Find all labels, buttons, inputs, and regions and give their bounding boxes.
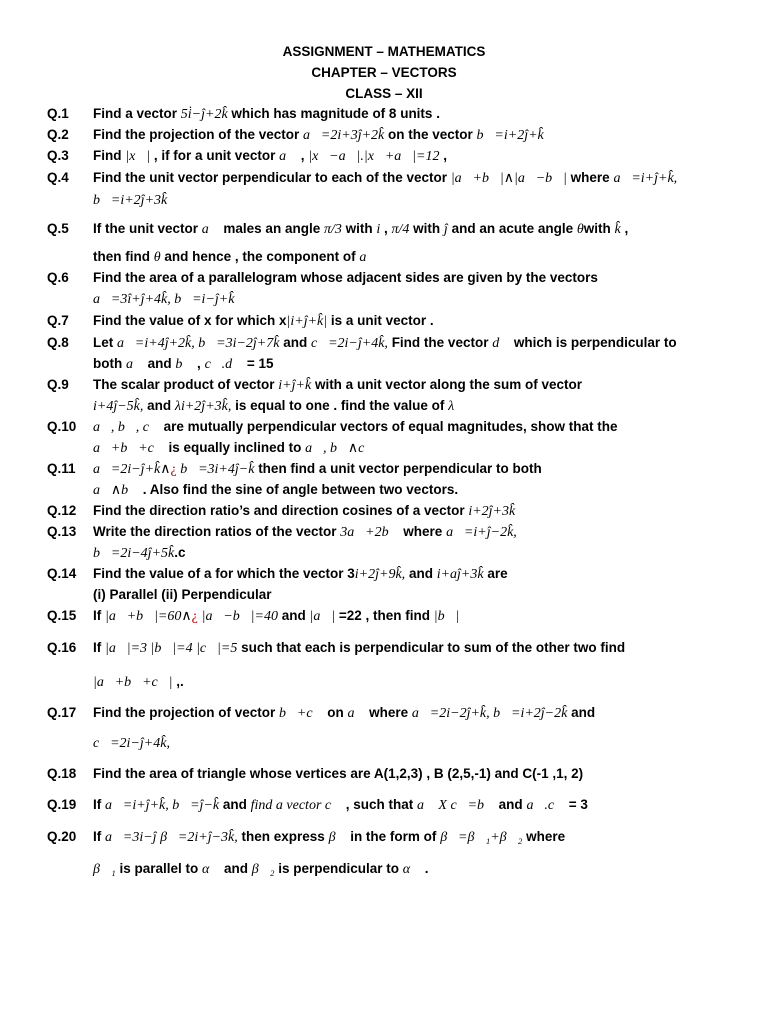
question-text-line: [93, 566, 508, 583]
question-text: Find the unit vector perpendicular to each of the vector: [93, 170, 451, 185]
question-text: If: [93, 608, 105, 623]
question-text: males an angle: [219, 221, 324, 236]
math-expression: b⃗=i+2ĵ+3k̂: [93, 193, 168, 208]
question-text: Find the vector: [387, 335, 493, 350]
math-expression: |a⃗|: [309, 609, 336, 624]
question-text: Find the area of triangle whose vertices are A(1,2,3) , B (2,5,-1) and C(-1 ,1, 2): [93, 766, 584, 781]
question-text-line: [93, 170, 677, 187]
question-text: both: [93, 356, 126, 371]
question-text-line: [93, 313, 434, 330]
math-expression: i: [376, 222, 381, 237]
math-expression: i+ĵ+k̂: [278, 378, 312, 393]
question-number: Q.6: [47, 270, 69, 285]
question-text: and: [567, 705, 596, 720]
question-text: in the form of: [346, 829, 441, 844]
math-expression: θ: [576, 222, 584, 237]
question-text: is parallel to: [115, 861, 203, 876]
question-number: Q.3: [47, 148, 69, 163]
question-number: Q.17: [47, 705, 77, 720]
question-text-line: [93, 461, 542, 478]
question-text: If: [93, 640, 105, 655]
question-text: . Also find the sine of angle between two vectors.: [139, 482, 459, 497]
math-expression: a⃗+b⃗+c⃗: [93, 441, 165, 456]
math-expression: a⃗: [347, 706, 366, 721]
math-expression: a⃗.c⃗: [526, 798, 565, 813]
question-number: Q.11: [47, 461, 76, 476]
math-expression: |a⃗−b⃗|=40: [201, 609, 278, 624]
question-text: Find: [93, 148, 126, 163]
question-text: where: [566, 170, 614, 185]
question-number: Q.4: [47, 170, 69, 185]
question-text-line: [93, 148, 447, 165]
question-text: are mutually perpendicular vectors of equal magnitudes, show that the: [159, 419, 618, 434]
question-text: and: [405, 566, 437, 581]
math-expression: b⃗+c⃗: [279, 706, 324, 721]
math-expression: find a vector c⃗: [250, 798, 343, 813]
question-text: , if for a unit vector: [150, 148, 280, 163]
math-expression: b⃗=2i−4ĵ+5k̂: [93, 546, 175, 561]
question-text: then find a unit vector perpendicular to both: [254, 461, 542, 476]
question-text: , such that: [342, 797, 418, 812]
math-expression: i+2ĵ+3k̂: [468, 504, 516, 519]
question-text: .: [421, 861, 429, 876]
question-text: If: [93, 797, 105, 812]
question-text: are: [483, 566, 508, 581]
question-text-line: [93, 674, 184, 691]
question-number: Q.16: [47, 640, 77, 655]
math-expression: b⃗=3i+4ĵ−k̂: [176, 462, 255, 477]
question-text: on: [323, 705, 348, 720]
math-expression: a⃗: [126, 357, 144, 372]
math-expression: a⃗=2i−ĵ+k̂∧: [93, 462, 171, 477]
math-expression: i+2ĵ+9k̂,: [354, 567, 406, 582]
question-text: then find: [93, 249, 154, 264]
question-text: Find a vector: [93, 106, 181, 121]
math-expression: α⃗: [402, 862, 422, 877]
math-expression: b⃗: [175, 357, 194, 372]
math-expression: a⃗ X c⃗=b⃗: [417, 798, 495, 813]
question-text: ,: [380, 221, 392, 236]
question-text: ,.: [172, 674, 184, 689]
math-expression: a⃗=3î+ĵ+4k̂, b⃗=i−ĵ+k̂: [93, 292, 235, 307]
question-number: Q.18: [47, 766, 77, 781]
question-text: Find the direction ratio’s and direction cosines of a vector: [93, 503, 469, 518]
question-text-line: [93, 419, 618, 436]
stray-symbol: ¿: [191, 609, 198, 624]
math-expression: a⃗=2i−2ĵ+k̂, b⃗=i+2ĵ−2k̂: [411, 706, 568, 721]
math-expression: β⃗: [328, 830, 347, 845]
question-number: Q.19: [47, 797, 77, 812]
math-expression: a⃗=i+ĵ+k̂,: [613, 171, 678, 186]
question-text-line: [93, 291, 234, 308]
math-expression: a⃗=i+ĵ+k̂, b⃗=ĵ−k̂: [105, 798, 220, 813]
question-text: If the unit vector: [93, 221, 202, 236]
question-text: with a unit vector along the sum of vector: [311, 377, 582, 392]
math-expression: β⃗=β⃗₁+β⃗₂: [440, 830, 523, 845]
question-text: and hence , the component of: [160, 249, 360, 264]
question-text-line: [93, 503, 515, 520]
question-text-line: [93, 127, 544, 144]
math-expression: |x⃗|: [125, 149, 151, 164]
question-text-line: [93, 524, 517, 541]
question-number: Q.20: [47, 829, 77, 844]
question-text: = 15: [243, 356, 274, 371]
math-expression: β⃗₂: [251, 862, 275, 877]
question-text: where: [399, 524, 447, 539]
math-expression: |a⃗+b⃗|=60∧: [105, 609, 192, 624]
math-expression: π/4: [391, 222, 410, 237]
question-text: and: [279, 335, 311, 350]
question-text: ,: [296, 148, 309, 163]
question-text-line: [93, 377, 582, 394]
question-text-line: [93, 270, 598, 285]
math-expression: a⃗=i+ĵ−2k̂,: [446, 525, 517, 540]
question-number: Q.5: [47, 221, 69, 236]
question-number: Q.9: [47, 377, 69, 392]
question-text: with: [583, 221, 615, 236]
question-text: = 3: [564, 797, 588, 812]
question-text-line: [93, 356, 273, 373]
assignment-title: ASSIGNMENT – MATHEMATICS: [282, 44, 486, 59]
math-expression: a⃗: [279, 149, 297, 164]
math-expression: c⃗=2i−ĵ+4k̂,: [310, 336, 388, 351]
math-expression: |b⃗|: [433, 609, 460, 624]
question-text: ,: [439, 148, 447, 163]
math-expression: |a⃗+b⃗|∧|a⃗−b⃗|: [450, 171, 567, 186]
math-expression: a⃗=2i+3ĵ+2k̂: [303, 128, 385, 143]
question-text: and: [143, 398, 175, 413]
question-text: such that each is perpendicular to sum of the other two find: [237, 640, 626, 655]
question-number: Q.15: [47, 608, 77, 623]
math-expression: π/3: [323, 222, 342, 237]
math-expression: a⃗, b⃗∧c⃗: [305, 441, 376, 456]
question-text: with: [341, 221, 377, 236]
question-text-line: [93, 545, 186, 562]
question-text: If: [93, 829, 105, 844]
math-expression: λi+2ĵ+3k̂,: [174, 399, 232, 414]
math-expression: i+aĵ+3k̂: [436, 567, 484, 582]
math-expression: a⃗: [359, 250, 378, 265]
question-text: Find the value of a for which the vector 3: [93, 566, 355, 581]
math-expression: θ: [153, 250, 161, 265]
question-text: is perpendicular to: [274, 861, 403, 876]
question-text-line: [93, 249, 377, 266]
question-text: is equally inclined to: [164, 440, 306, 455]
question-text: Find the projection of the vector: [93, 127, 304, 142]
question-text-line: [93, 861, 429, 878]
math-expression: ĵ: [443, 222, 448, 237]
question-text: (i) Parallel (ii) Perpendicular: [93, 587, 272, 602]
question-text: and: [220, 861, 252, 876]
question-number: Q.7: [47, 313, 69, 328]
math-expression: |x⃗−a⃗|.|x⃗+a⃗|=12: [308, 149, 440, 164]
question-text-line: [93, 335, 677, 352]
question-text-line: [93, 705, 595, 722]
question-text-line: [93, 192, 167, 209]
math-expression: α⃗: [202, 862, 221, 877]
math-expression: c⃗.d⃗: [204, 357, 244, 372]
question-number: Q.14: [47, 566, 77, 581]
math-expression: k̂: [614, 222, 621, 237]
question-text-line: [93, 608, 459, 625]
math-expression: 5i̇−ĵ+2k̂: [180, 107, 228, 122]
question-text: is equal to one . find the value of: [231, 398, 449, 413]
question-number: Q.8: [47, 335, 69, 350]
math-expression: c⃗=2i−ĵ+4k̂,: [93, 736, 170, 751]
math-expression: λ: [448, 399, 455, 414]
math-expression: |a⃗|=3 |b⃗|=4 |c⃗|=5: [105, 641, 238, 656]
question-text: ,: [620, 221, 629, 236]
question-text-line: [93, 766, 583, 781]
question-text: and: [494, 797, 527, 812]
question-number: Q.10: [47, 419, 77, 434]
question-text-line: [93, 640, 625, 657]
math-expression: a⃗∧b⃗: [93, 483, 140, 498]
question-text-line: [93, 221, 628, 238]
question-text-line: [93, 398, 454, 415]
question-text: Find the value of x for which x: [93, 313, 287, 328]
math-expression: i+4ĵ−5k̂,: [93, 399, 144, 414]
question-number: Q.2: [47, 127, 69, 142]
question-text: ,: [193, 356, 205, 371]
question-text: which has magnitude of 8 units .: [227, 106, 440, 121]
question-text-line: [93, 735, 170, 752]
question-text-line: [93, 829, 565, 846]
question-text: and: [219, 797, 251, 812]
question-text: is a unit vector .: [327, 313, 434, 328]
math-expression: a⃗=i+4ĵ+2k̂, b⃗=3i−2ĵ+7k̂: [117, 336, 280, 351]
question-text: Find the area of a parallelogram whose adjacent sides are given by the vectors: [93, 270, 598, 285]
question-text: .c: [174, 545, 186, 560]
question-text: with: [409, 221, 444, 236]
question-text: Find the projection of vector: [93, 705, 280, 720]
math-expression: |i+ĵ+k̂|: [286, 314, 328, 329]
question-text: and: [277, 608, 310, 623]
question-text-line: [93, 482, 458, 499]
math-expression: 3a⃗+2b⃗: [340, 525, 400, 540]
math-expression: a⃗: [201, 222, 220, 237]
question-number: Q.13: [47, 524, 77, 539]
question-number: Q.12: [47, 503, 77, 518]
question-number: Q.1: [47, 106, 69, 121]
question-text-line: [93, 797, 588, 814]
class-title: CLASS – XII: [345, 86, 423, 101]
question-text: on the vector: [384, 127, 477, 142]
question-text: Let: [93, 335, 118, 350]
question-text: and an acute angle: [447, 221, 577, 236]
chapter-title: CHAPTER – VECTORS: [311, 65, 457, 80]
stray-symbol: ¿: [170, 462, 177, 477]
math-expression: a⃗, b⃗, c⃗: [93, 420, 160, 435]
math-expression: d⃗: [492, 336, 511, 351]
question-text: then express: [237, 829, 329, 844]
question-text-line: [93, 587, 272, 602]
question-text: where: [522, 829, 566, 844]
question-text-line: [93, 440, 375, 457]
question-text: where: [365, 705, 412, 720]
question-text: which is perpendicular to: [510, 335, 677, 350]
question-text: and: [143, 356, 176, 371]
question-text-line: [93, 106, 440, 123]
question-text: The scalar product of vector: [93, 377, 279, 392]
question-text: =22 , then find: [335, 608, 434, 623]
math-expression: b⃗=i+2ĵ+k̂: [476, 128, 544, 143]
math-expression: |a⃗+b⃗+c⃗|: [93, 675, 173, 690]
question-text: Write the direction ratios of the vector: [93, 524, 341, 539]
math-expression: a⃗=3i−ĵ β⃗=2i+ĵ−3k̂,: [105, 830, 238, 845]
math-expression: β⃗₁: [93, 862, 116, 877]
